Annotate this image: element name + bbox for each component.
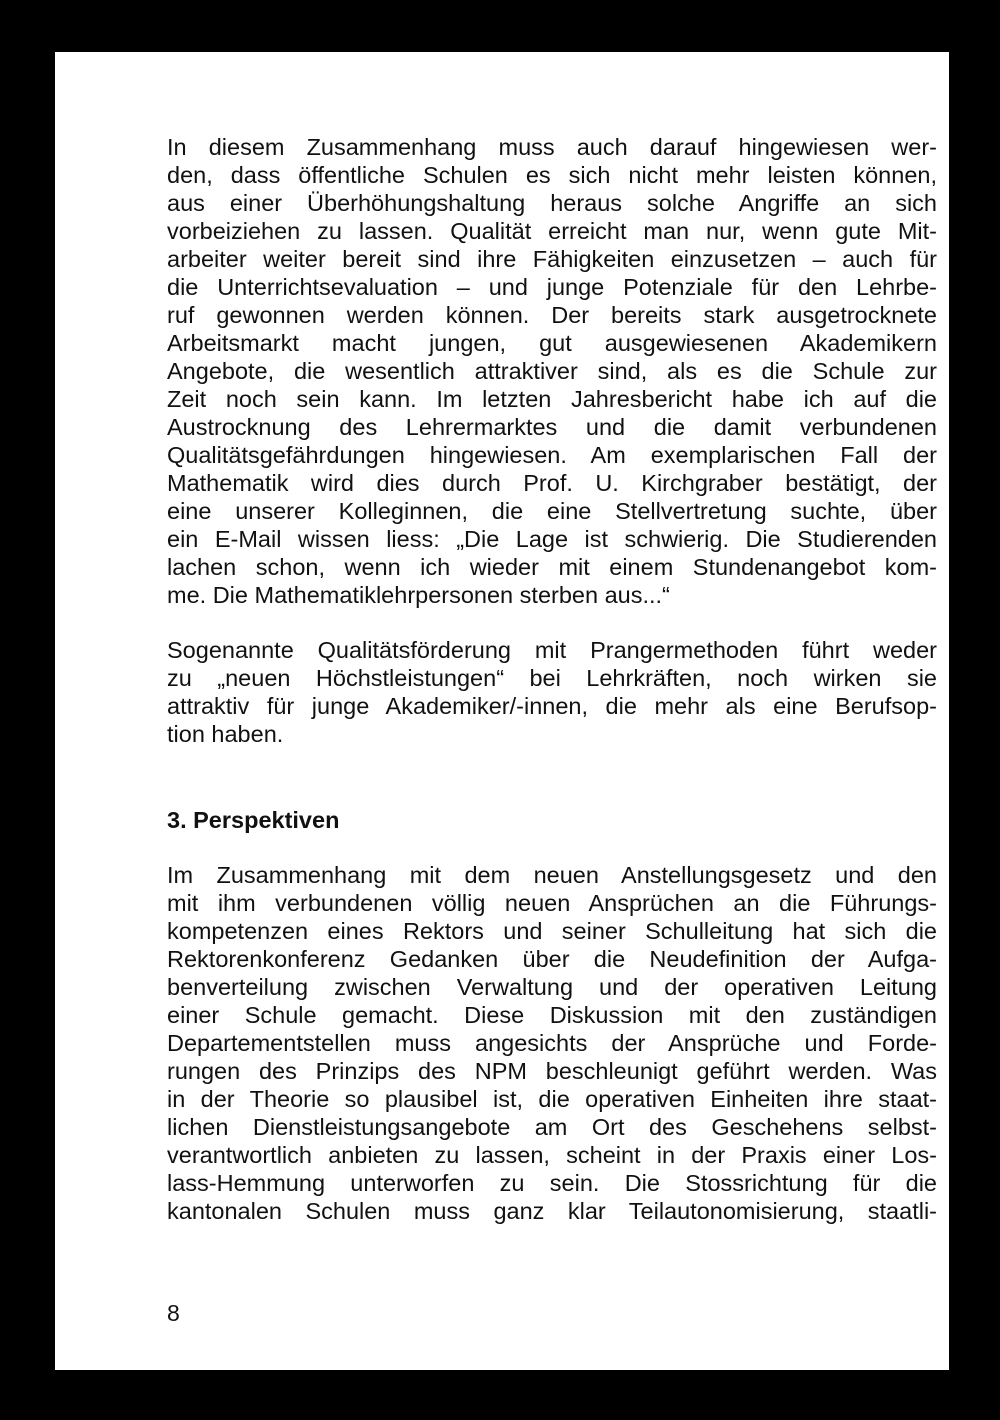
text-line: attraktiv für junge Akademiker/-innen, die mehr als eine Berufsop- [167,693,937,719]
text-line: kompetenzen eines Rektors und seiner Schulleitung hat sich die [167,918,937,944]
paragraph-1 [167,133,937,609]
text-line: mit ihm verbundenen völlig neuen Ansprüchen an die Führungs- [167,890,937,916]
text-line: lass-Hemmung unterworfen zu sein. Die Stossrichtung für die [167,1170,937,1196]
text-line: ein E-Mail wissen liess: „Die Lage ist schwierig. Die Studierenden [167,526,937,552]
text-line: in der Theorie so plausibel ist, die operativen Einheiten ihre staat- [167,1086,937,1112]
text-line: tion haben. [167,721,284,747]
text-line: Im Zusammenhang mit dem neuen Anstellungsgesetz und den [167,862,937,888]
text-line: Sogenannte Qualitätsförderung mit Prangermethoden führt weder [167,637,937,663]
text-line: verantwortlich anbieten zu lassen, scheint in der Praxis einer Los- [167,1142,937,1168]
text-line: Zeit noch sein kann. Im letzten Jahresbericht habe ich auf die [167,386,937,412]
paragraph-3 [167,861,937,1225]
text-line: Austrocknung des Lehrermarktes und die damit verbundenen [167,414,937,440]
text-line: Qualitätsgefährdungen hingewiesen. Am exemplarischen Fall der [167,442,937,468]
section-heading: 3. Perspektiven [167,807,340,833]
text-line: die Unterrichtsevaluation – und junge Potenziale für den Lehrbe- [167,274,937,300]
text-line: lichen Dienstleistungsangebote am Ort des Geschehens selbst- [167,1114,937,1140]
text-line: vorbeiziehen zu lassen. Qualität erreicht man nur, wenn gute Mit- [167,218,937,244]
text-line: ruf gewonnen werden können. Der bereits stark ausgetrocknete [167,302,937,328]
text-line: lachen schon, wenn ich wieder mit einem Stundenangebot kom- [167,554,937,580]
text-line: Arbeitsmarkt macht jungen, gut ausgewiesenen Akademikern [167,330,937,356]
text-line: einer Schule gemacht. Diese Diskussion mit den zuständigen [167,1002,937,1028]
text-line: arbeiter weiter bereit sind ihre Fähigkeiten einzusetzen – auch für [167,246,937,272]
text-line: Mathematik wird dies durch Prof. U. Kirchgraber bestätigt, der [167,470,937,496]
text-line: Angebote, die wesentlich attraktiver sind, als es die Schule zur [167,358,937,384]
text-line: kantonalen Schulen muss ganz klar Teilautonomisierung, staatli- [167,1198,937,1224]
text-line: eine unserer Kolleginnen, die eine Stellvertretung suchte, über [167,498,937,524]
text-line: rungen des Prinzips des NPM beschleunigt geführt werden. Was [167,1058,937,1084]
text-line: aus einer Überhöhungshaltung heraus solche Angriffe an sich [167,190,937,216]
paragraph-2 [167,636,937,748]
text-line: me. Die Mathematiklehrpersonen sterben aus...“ [167,582,670,608]
document-page [55,52,949,1370]
page-number: 8 [167,1300,180,1326]
text-line: Departementstellen muss angesichts der Ansprüche und Forde- [167,1030,937,1056]
text-line: den, dass öffentliche Schulen es sich nicht mehr leisten können, [167,162,937,188]
text-line: benverteilung zwischen Verwaltung und der operativen Leitung [167,974,937,1000]
text-line: In diesem Zusammenhang muss auch darauf hingewiesen wer- [167,134,937,160]
text-line: zu „neuen Höchstleistungen“ bei Lehrkräften, noch wirken sie [167,665,937,691]
text-line: Rektorenkonferenz Gedanken über die Neudefinition der Aufga- [167,946,937,972]
